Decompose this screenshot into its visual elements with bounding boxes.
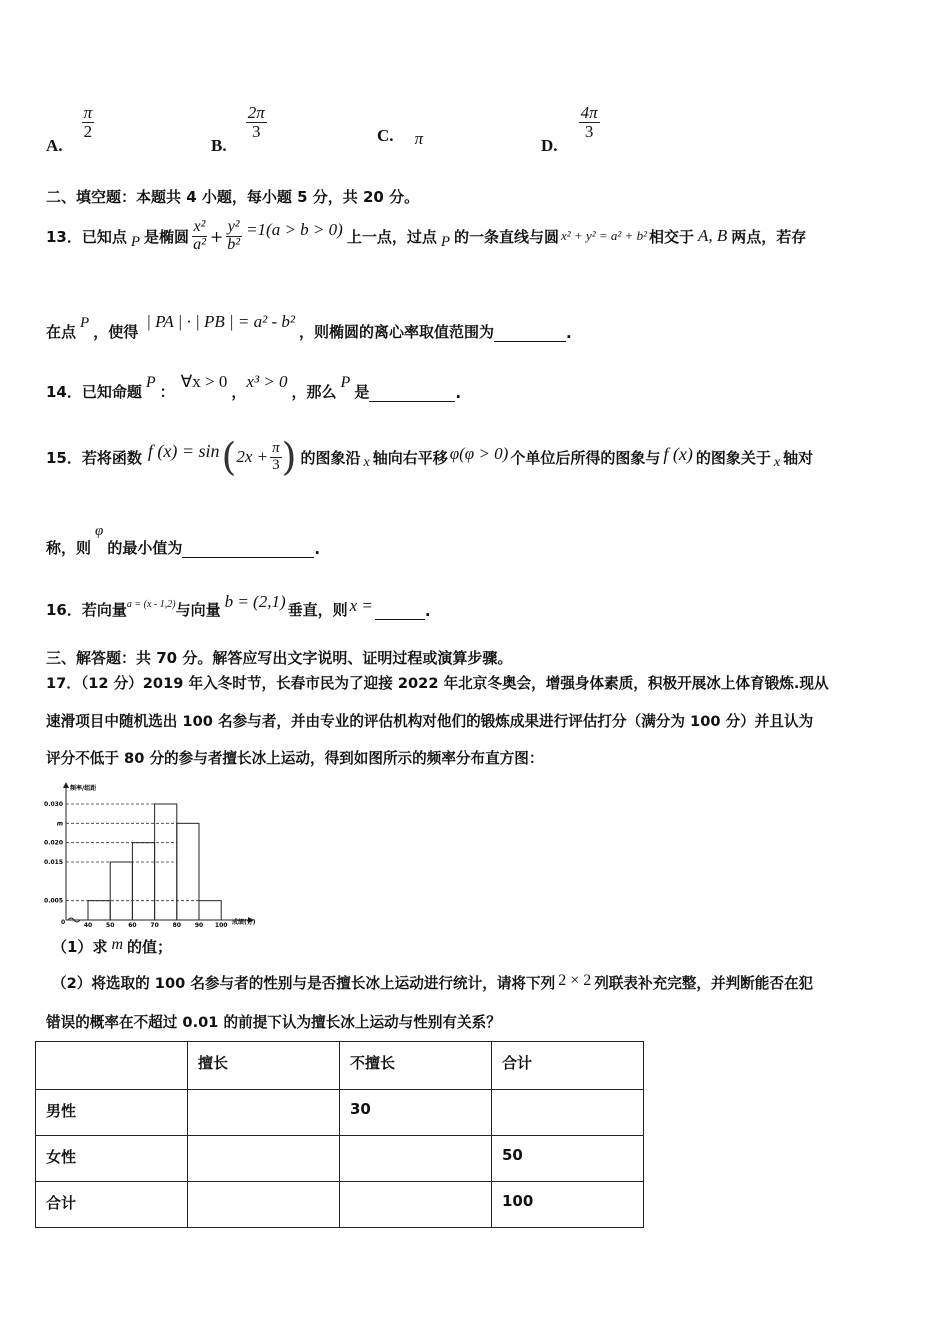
table-cell[interactable] bbox=[492, 1090, 644, 1136]
question-15-line-2: 称，则 φ 的最小值为 . bbox=[46, 523, 321, 558]
table-header-total: 合计 bbox=[492, 1042, 644, 1090]
x-tick-label: 80 bbox=[172, 922, 181, 928]
table-header-not-good: 不擅长 bbox=[340, 1042, 492, 1090]
option-value: π bbox=[414, 129, 424, 148]
x-tick-label: 50 bbox=[106, 922, 115, 928]
histogram-bar bbox=[132, 843, 154, 920]
x-axis-label: 成绩(分) bbox=[232, 919, 256, 926]
table-row bbox=[36, 1136, 644, 1182]
contingency-table bbox=[35, 1041, 644, 1228]
table-cell: 30 bbox=[340, 1090, 492, 1136]
option-letter: C. bbox=[377, 126, 394, 145]
row-label: 合计 bbox=[36, 1182, 188, 1228]
question-17-line-1: 17．（12 分）2019 年入冬时节，长春市民为了迎接 2022 年北京冬奥会，增强身体素质，积极开展冰上体育锻炼.现从 bbox=[46, 675, 829, 692]
table-cell[interactable] bbox=[188, 1182, 340, 1228]
y-tick-label: 0.005 bbox=[44, 897, 63, 905]
table-row bbox=[36, 1182, 644, 1228]
option-fraction: $\frac{2\pi}{3}$ bbox=[247, 103, 265, 141]
x-tick-label: 60 bbox=[128, 922, 137, 928]
histogram-bar bbox=[110, 862, 132, 920]
question-17-part-2-line-2: 错误的概率在不超过 0.01 的前提下认为擅长冰上运动与性别有关系？ bbox=[46, 1014, 501, 1031]
question-17-line-3: 评分不低于 80 分的参与者擅长冰上运动，得到如图所示的频率分布直方图： bbox=[46, 750, 544, 767]
question-15-line-1: 15．若将函数 f (x) = sin ( 2x + $\frac{\pi}{3}$ ) 的图象沿 x 轴向右平移 φ(φ > 0) 个单位后所得的图象与 f (x) 的图象关于 x 轴对 bbox=[46, 435, 814, 479]
y-axis-arrow bbox=[63, 782, 69, 788]
answer-blank-13[interactable] bbox=[494, 325, 566, 342]
table-row bbox=[36, 1090, 644, 1136]
histogram-bar bbox=[88, 901, 110, 920]
option-d bbox=[541, 103, 600, 155]
option-letter: A. bbox=[46, 135, 63, 155]
table-cell[interactable] bbox=[340, 1136, 492, 1182]
x-tick-label: 70 bbox=[150, 922, 159, 928]
option-letter: D. bbox=[541, 135, 558, 155]
x-tick-label: 100 bbox=[214, 922, 228, 928]
option-fraction: $\frac{4\pi}{3}$ bbox=[580, 103, 598, 141]
table-cell: 100 bbox=[492, 1182, 644, 1228]
option-fraction: $\frac{\pi}{2}$ bbox=[83, 103, 93, 141]
y-tick-label: 0.015 bbox=[44, 859, 63, 866]
question-17-line-2: 速滑项目中随机选出 100 名参与者，并由专业的评估机构对他们的锻炼成果进行评估打分（满分为 100 分）并且认为 bbox=[46, 713, 814, 730]
option-b bbox=[211, 103, 267, 155]
frequency-histogram bbox=[40, 778, 270, 928]
section-title-fill-in: 二、填空题：本题共 4 小题，每小题 5 分，共 20 分。 bbox=[46, 188, 420, 206]
table-cell[interactable] bbox=[340, 1182, 492, 1228]
histogram-bar bbox=[177, 823, 199, 920]
y-axis-label: 频率/组距 bbox=[70, 785, 97, 792]
table-cell bbox=[36, 1042, 188, 1090]
row-label: 女性 bbox=[36, 1136, 188, 1182]
y-tick-label: 0.030 bbox=[44, 801, 63, 808]
option-c bbox=[377, 126, 423, 146]
question-16: 16．若向量 a = (x - 1,2) 与向量 b = (2,1) 垂直，则 x = . bbox=[46, 592, 431, 620]
option-a bbox=[46, 103, 94, 155]
table-header-good: 擅长 bbox=[188, 1042, 340, 1090]
question-13-line-2: 在点 P ，使得 | PA | · | PB | = a² - b² ，则椭圆的离心率取值范围为 . bbox=[46, 312, 572, 342]
section-title-solutions: 三、解答题：共 70 分。解答应写出文字说明、证明过程或演算步骤。 bbox=[46, 649, 513, 667]
answer-blank-15[interactable] bbox=[182, 541, 314, 558]
answer-blank-16[interactable] bbox=[375, 603, 425, 620]
x-tick-label: 40 bbox=[83, 922, 93, 928]
question-14: 14．已知命题 P ： ∀x > 0 ， x³ > 0 ，那么 P 是 . bbox=[46, 372, 462, 402]
table-cell[interactable] bbox=[188, 1090, 340, 1136]
x-tick-label: 90 bbox=[194, 922, 204, 928]
y-tick-label: m bbox=[56, 820, 63, 828]
question-17-part-1: （1）求 m 的值； bbox=[52, 935, 173, 956]
question-17-part-2-line-1: （2）将选取的 100 名参与者的性别与是否擅长冰上运动进行统计，请将下列 2 × 2 列联表补充完整，并判断能否在犯 bbox=[52, 971, 814, 992]
question-13-line-1: 13．已知点 P 是椭圆 $\frac{\text{x²}}{\text{a²}}$ + $\frac{\text{y²}}{\text{b²}}$ =1(a > b > 0) 上一点，过点 P 的一条直线与圆 x² + y² = a² + b² 相交于 A, B 两点，若存 bbox=[46, 217, 807, 253]
table-header-row bbox=[36, 1042, 644, 1090]
table-cell[interactable] bbox=[188, 1136, 340, 1182]
histogram-bar bbox=[199, 901, 221, 920]
row-label: 男性 bbox=[36, 1090, 188, 1136]
origin-label: 0 bbox=[61, 919, 66, 926]
y-tick-label: 0.020 bbox=[44, 839, 63, 847]
table-cell: 50 bbox=[492, 1136, 644, 1182]
option-letter: B. bbox=[211, 135, 227, 155]
answer-blank-14[interactable] bbox=[369, 385, 455, 402]
